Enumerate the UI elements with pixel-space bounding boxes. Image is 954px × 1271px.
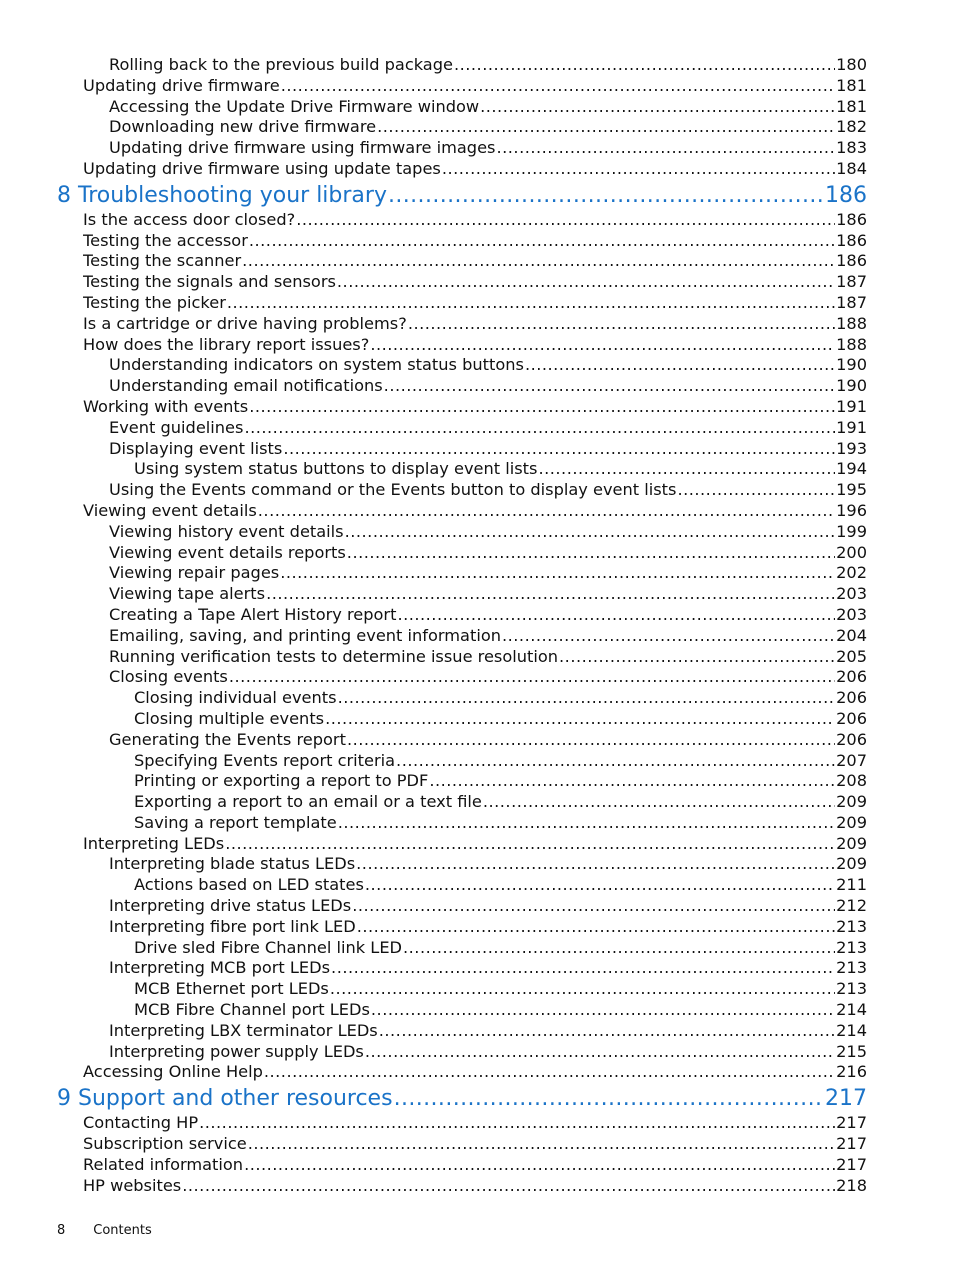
toc-entry-page: 209: [836, 792, 867, 812]
toc-entry-page: 208: [836, 771, 867, 791]
toc-entry-title: Downloading new drive firmware: [109, 117, 377, 137]
toc-entry[interactable]: [109, 55, 867, 76]
toc-entry-title: Interpreting MCB port LEDs: [109, 958, 331, 978]
toc-entry-page: 213: [836, 916, 867, 936]
toc-entry-title: 9 Support and other resources: [57, 1086, 393, 1112]
toc-entry-title: Viewing event details: [83, 500, 257, 520]
toc-entry-title: Interpreting LEDs: [83, 833, 225, 853]
toc-entry-title: Interpreting blade status LEDs: [109, 854, 356, 874]
toc-entry-page: 194: [836, 459, 867, 479]
toc-entry-page: 213: [836, 937, 867, 957]
toc-entry-title: Contacting HP: [83, 1113, 199, 1133]
toc-dot-leader: [559, 647, 835, 668]
toc-entry-title: How does the library report issues?: [83, 334, 370, 354]
toc-dot-leader: [248, 1134, 835, 1155]
toc-entry-page: 217: [825, 1086, 867, 1112]
toc-entry-page: 181: [836, 75, 867, 95]
toc-entry[interactable]: [134, 792, 867, 813]
toc-entry[interactable]: [109, 97, 867, 118]
toc-entry[interactable]: [109, 730, 867, 751]
toc-entry-page: 217: [836, 1154, 867, 1174]
toc-entry-title: Subscription service: [83, 1134, 247, 1154]
toc-entry-title: Displaying event lists: [109, 438, 283, 458]
toc-entry-page: 206: [836, 688, 867, 708]
toc-entry-page: 218: [836, 1175, 867, 1195]
toc-entry[interactable]: [109, 584, 867, 605]
toc-dot-leader: [244, 1155, 835, 1176]
toc-dot-leader: [331, 958, 835, 979]
toc-entry-title: HP websites: [83, 1175, 182, 1195]
toc-dot-leader: [357, 917, 835, 938]
toc-entry-page: 186: [825, 182, 867, 208]
toc-chapter-entry[interactable]: [57, 1083, 867, 1113]
toc-dot-leader: [677, 480, 835, 501]
toc-entry-title: Related information: [83, 1154, 244, 1174]
toc-entry-title: Exporting a report to an email or a text file: [134, 792, 482, 812]
toc-dot-leader: [384, 376, 835, 397]
toc-dot-leader: [396, 751, 835, 772]
toc-entry-title: Closing multiple events: [134, 708, 325, 728]
toc-dot-leader: [525, 355, 835, 376]
toc-dot-leader: [397, 605, 835, 626]
toc-entry-title: Specifying Events report criteria: [134, 750, 396, 770]
toc-entry[interactable]: [134, 979, 867, 1000]
toc-entry-page: 186: [836, 230, 867, 250]
toc-entry-title: Testing the picker: [83, 292, 226, 312]
toc-entry[interactable]: [134, 459, 867, 480]
toc-entry[interactable]: [134, 771, 867, 792]
toc-entry[interactable]: [109, 418, 867, 439]
toc-entry-title: Viewing history event details: [109, 521, 344, 541]
toc-entry-title: Interpreting fibre port link LED: [109, 916, 356, 936]
toc-entry[interactable]: [109, 355, 867, 376]
toc-entry-page: 191: [836, 396, 867, 416]
toc-entry-title: Viewing tape alerts: [109, 584, 266, 604]
toc-dot-leader: [502, 626, 835, 647]
toc-entry-title: Drive sled Fibre Channel link LED: [134, 937, 403, 957]
toc-entry-title: Updating drive firmware: [83, 75, 280, 95]
toc-entry-page: 204: [836, 625, 867, 645]
toc-entry[interactable]: [83, 834, 867, 855]
toc-entry-page: 188: [836, 334, 867, 354]
toc-entry[interactable]: [109, 605, 867, 626]
toc-entry[interactable]: [83, 231, 867, 252]
toc-dot-leader: [338, 813, 835, 834]
toc-entry-page: 207: [836, 750, 867, 770]
toc-entry-page: 183: [836, 138, 867, 158]
toc-dot-leader: [281, 76, 835, 97]
toc-dot-leader: [403, 938, 835, 959]
toc-entry-page: 214: [836, 1020, 867, 1040]
toc-dot-leader: [371, 1000, 835, 1021]
table-of-contents: [0, 55, 954, 1196]
toc-entry-page: 190: [836, 355, 867, 375]
toc-dot-leader: [388, 180, 824, 210]
toc-entry-page: 209: [836, 854, 867, 874]
toc-dot-leader: [480, 97, 835, 118]
toc-entry[interactable]: [109, 480, 867, 501]
toc-dot-leader: [330, 979, 835, 1000]
toc-chapter-entry[interactable]: [57, 180, 867, 210]
toc-entry-page: 206: [836, 729, 867, 749]
toc-entry[interactable]: [83, 76, 867, 97]
toc-dot-leader: [182, 1176, 835, 1197]
toc-entry[interactable]: [83, 1062, 867, 1083]
toc-entry-page: 212: [836, 896, 867, 916]
toc-dot-leader: [454, 55, 835, 76]
toc-entry-page: 203: [836, 604, 867, 624]
toc-entry-page: 205: [836, 646, 867, 666]
toc-entry-page: 214: [836, 1000, 867, 1020]
toc-dot-leader: [365, 875, 835, 896]
toc-entry-page: 209: [836, 833, 867, 853]
toc-entry-page: 187: [836, 272, 867, 292]
toc-entry-page: 193: [836, 438, 867, 458]
toc-entry[interactable]: [109, 543, 867, 564]
toc-entry-title: Running verification tests to determine issue resolution: [109, 646, 559, 666]
toc-dot-leader: [249, 397, 835, 418]
toc-dot-leader: [394, 1083, 824, 1113]
toc-dot-leader: [483, 792, 835, 813]
toc-dot-leader: [442, 159, 835, 180]
toc-entry-title: Interpreting LBX terminator LEDs: [109, 1020, 378, 1040]
toc-entry-title: Updating drive firmware using update tapes: [83, 158, 441, 178]
toc-entry-title: Testing the scanner: [83, 251, 242, 271]
toc-entry[interactable]: [109, 138, 867, 159]
toc-entry[interactable]: [83, 272, 867, 293]
toc-dot-leader: [244, 418, 835, 439]
toc-entry-title: Interpreting drive status LEDs: [109, 896, 352, 916]
page-footer: [57, 1223, 152, 1238]
footer-section: Contents: [93, 1223, 152, 1238]
toc-entry-title: Using the Events command or the Events button to display event lists: [109, 480, 677, 500]
toc-entry-title: Actions based on LED states: [134, 875, 364, 895]
toc-dot-leader: [266, 584, 835, 605]
toc-dot-leader: [258, 501, 835, 522]
toc-entry[interactable]: [83, 251, 867, 272]
toc-entry-title: Closing individual events: [134, 688, 337, 708]
toc-entry-page: 191: [836, 417, 867, 437]
toc-dot-leader: [377, 117, 835, 138]
toc-entry-title: Emailing, saving, and printing event information: [109, 625, 501, 645]
toc-entry-page: 188: [836, 313, 867, 333]
toc-entry[interactable]: [83, 293, 867, 314]
toc-dot-leader: [356, 854, 835, 875]
toc-entry-title: 8 Troubleshooting your library: [57, 182, 387, 208]
toc-entry[interactable]: [83, 159, 867, 180]
toc-dot-leader: [429, 771, 835, 792]
toc-dot-leader: [227, 293, 835, 314]
toc-entry-title: Creating a Tape Alert History report: [109, 604, 397, 624]
toc-dot-leader: [345, 522, 836, 543]
toc-dot-leader: [496, 138, 835, 159]
toc-entry[interactable]: [83, 397, 867, 418]
toc-entry-title: Is a cartridge or drive having problems?: [83, 313, 407, 333]
toc-dot-leader: [249, 231, 835, 252]
toc-entry[interactable]: [134, 709, 867, 730]
toc-entry-title: Using system status buttons to display event lists: [134, 459, 538, 479]
toc-entry-page: 184: [836, 158, 867, 178]
toc-dot-leader: [225, 834, 835, 855]
toc-dot-leader: [347, 543, 835, 564]
toc-entry[interactable]: [83, 335, 867, 356]
toc-dot-leader: [337, 272, 835, 293]
toc-dot-leader: [408, 314, 835, 335]
toc-entry[interactable]: [83, 1155, 867, 1176]
toc-dot-leader: [296, 210, 835, 231]
toc-entry-title: Rolling back to the previous build package: [109, 55, 453, 74]
toc-entry[interactable]: [83, 314, 867, 335]
toc-entry-title: Saving a report template: [134, 812, 337, 832]
toc-entry[interactable]: [134, 1000, 867, 1021]
toc-entry-title: Updating drive firmware using firmware images: [109, 138, 496, 158]
toc-dot-leader: [199, 1113, 835, 1134]
toc-entry-page: 180: [836, 55, 867, 74]
toc-entry-title: MCB Fibre Channel port LEDs: [134, 1000, 370, 1020]
toc-entry-page: 209: [836, 812, 867, 832]
toc-entry[interactable]: [109, 626, 867, 647]
toc-dot-leader: [242, 251, 835, 272]
toc-entry-page: 181: [836, 96, 867, 116]
toc-entry-title: Event guidelines: [109, 417, 244, 437]
toc-entry[interactable]: [109, 439, 867, 460]
toc-entry-title: Is the access door closed?: [83, 209, 296, 229]
toc-entry-title: MCB Ethernet port LEDs: [134, 979, 329, 999]
toc-entry[interactable]: [83, 1176, 867, 1197]
toc-entry-title: Closing events: [109, 667, 228, 687]
toc-dot-leader: [338, 688, 836, 709]
toc-entry[interactable]: [109, 1021, 867, 1042]
toc-dot-leader: [229, 667, 835, 688]
toc-entry-title: Working with events: [83, 396, 249, 416]
toc-entry-page: 217: [836, 1134, 867, 1154]
toc-dot-leader: [379, 1021, 835, 1042]
toc-entry[interactable]: [109, 1042, 867, 1063]
toc-entry-page: 206: [836, 708, 867, 728]
toc-entry[interactable]: [109, 854, 867, 875]
toc-entry-page: 215: [836, 1041, 867, 1061]
toc-entry[interactable]: [134, 813, 867, 834]
toc-entry[interactable]: [83, 501, 867, 522]
toc-entry-title: Accessing Online Help: [83, 1062, 263, 1082]
toc-entry[interactable]: [134, 938, 867, 959]
toc-dot-leader: [347, 730, 835, 751]
toc-entry-page: 216: [836, 1062, 867, 1082]
toc-entry[interactable]: [134, 688, 867, 709]
toc-entry[interactable]: [109, 958, 867, 979]
toc-entry-page: 213: [836, 958, 867, 978]
toc-entry-page: 182: [836, 117, 867, 137]
toc-dot-leader: [370, 335, 835, 356]
toc-entry[interactable]: [83, 210, 867, 231]
toc-entry-page: 186: [836, 251, 867, 271]
toc-entry-title: Understanding indicators on system status buttons: [109, 355, 524, 375]
toc-entry[interactable]: [109, 896, 867, 917]
toc-entry-page: 206: [836, 667, 867, 687]
footer-page-number: 8: [57, 1223, 66, 1238]
toc-entry-page: 202: [836, 563, 867, 583]
toc-dot-leader: [538, 459, 835, 480]
toc-dot-leader: [325, 709, 835, 730]
toc-dot-leader: [365, 1042, 835, 1063]
toc-entry[interactable]: [109, 522, 867, 543]
toc-entry[interactable]: [134, 875, 867, 896]
toc-entry-page: 195: [836, 480, 867, 500]
toc-entry[interactable]: [109, 563, 867, 584]
toc-entry-title: Printing or exporting a report to PDF: [134, 771, 429, 791]
toc-entry[interactable]: [134, 751, 867, 772]
toc-entry[interactable]: [109, 647, 867, 668]
toc-entry-page: 190: [836, 376, 867, 396]
toc-entry-page: 187: [836, 292, 867, 312]
toc-dot-leader: [283, 439, 835, 460]
toc-entry-page: 211: [836, 875, 867, 895]
toc-entry-page: 199: [836, 521, 867, 541]
toc-entry-title: Viewing repair pages: [109, 563, 280, 583]
toc-entry[interactable]: [109, 667, 867, 688]
toc-entry-title: Testing the signals and sensors: [83, 272, 336, 292]
toc-dot-leader: [352, 896, 835, 917]
toc-entry-page: 196: [836, 500, 867, 520]
toc-entry[interactable]: [83, 1134, 867, 1155]
toc-entry[interactable]: [109, 376, 867, 397]
toc-entry-page: 203: [836, 584, 867, 604]
toc-entry[interactable]: [109, 117, 867, 138]
toc-entry-title: Understanding email notifications: [109, 376, 383, 396]
toc-entry-title: Interpreting power supply LEDs: [109, 1041, 364, 1061]
toc-entry-title: Generating the Events report: [109, 729, 346, 749]
toc-entry-page: 213: [836, 979, 867, 999]
toc-entry-page: 186: [836, 209, 867, 229]
toc-entry-page: 217: [836, 1113, 867, 1133]
toc-entry-page: 200: [836, 542, 867, 562]
toc-dot-leader: [264, 1062, 835, 1083]
toc-entry[interactable]: [83, 1113, 867, 1134]
toc-dot-leader: [280, 563, 835, 584]
toc-entry[interactable]: [109, 917, 867, 938]
toc-entry-title: Viewing event details reports: [109, 542, 346, 562]
toc-entry-title: Accessing the Update Drive Firmware window: [109, 96, 480, 116]
toc-entry-title: Testing the accessor: [83, 230, 248, 250]
